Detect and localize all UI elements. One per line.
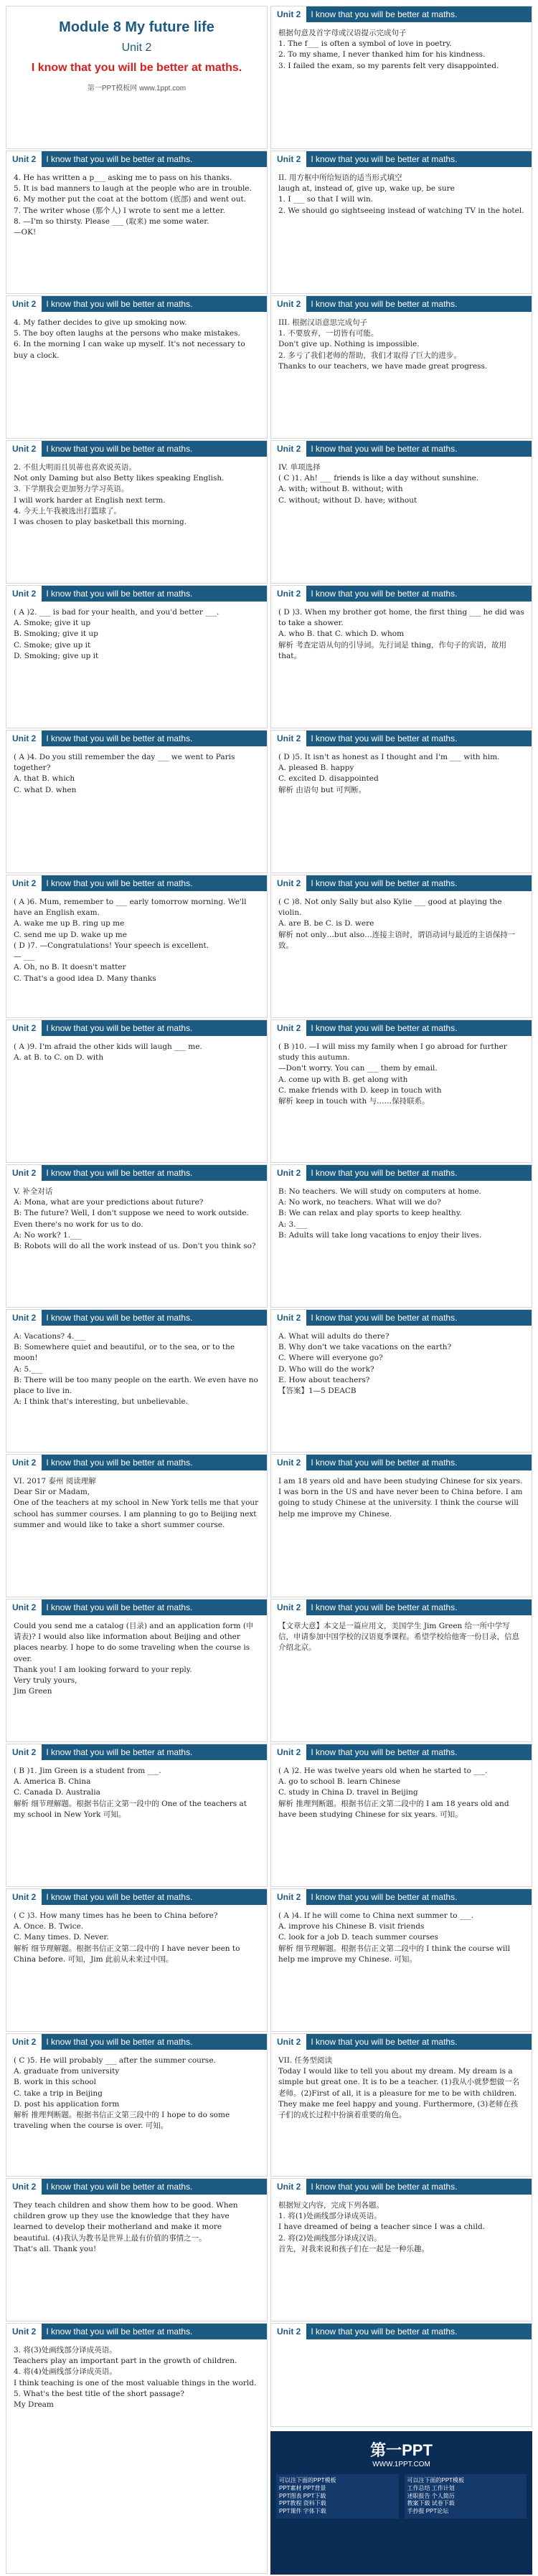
slide-21 bbox=[270, 1454, 532, 1597]
slide-header bbox=[6, 2324, 267, 2339]
header-title: I know that you will be better at maths. bbox=[311, 1747, 458, 1757]
slide-body: ( A )6. Mum, remember to ___ early tomorrow morning. We'll have an English exam. A. wake me up B. ring up me C. send me up D. wake up me ( D )7. —Congratulations! Your speech is excellent. — ___ A. Oh, no B. It doesn't matter C. That's a good idea D. Many thanks bbox=[14, 898, 247, 983]
brand-logo: 第一PPT bbox=[370, 2441, 433, 2459]
unit-badge: Unit 2 bbox=[6, 151, 42, 167]
slide-12 bbox=[6, 875, 268, 1018]
slide-body: ( A )4. Do you still remember the day ___ we went to Paris together? A. that B. which C. what D. when bbox=[14, 753, 235, 794]
slide-body: 2. 不但大明而且贝蒂也喜欢说英语。 Not only Daming but also Betty likes speaking English. 3. 下学期我会更加努力学习英语。 I will work harder at English next term. 4. 今天上午我被选出打篮球了。 I was chosen to play basketball this morning. bbox=[14, 463, 225, 527]
slide-header bbox=[271, 1310, 532, 1326]
header-title: I know that you will be better at maths. bbox=[46, 2037, 193, 2047]
header-title: I know that you will be better at maths. bbox=[311, 1458, 458, 1468]
header-title: I know that you will be better at maths. bbox=[311, 444, 458, 454]
unit-badge: Unit 2 bbox=[6, 875, 42, 891]
unit-badge: Unit 2 bbox=[6, 296, 42, 312]
header-title: I know that you will be better at maths. bbox=[311, 589, 458, 599]
unit-badge: Unit 2 bbox=[271, 2324, 306, 2339]
slide-15 bbox=[270, 1020, 532, 1163]
slide-header bbox=[271, 2324, 532, 2339]
slide-body: ( D )5. It isn't as honest as I thought and I'm ___ with him. A. pleased B. happy C. excited D. disappointed 解析 由语句 but 可判断。 bbox=[278, 753, 500, 794]
unit-badge: Unit 2 bbox=[6, 1889, 42, 1905]
slide-header bbox=[271, 441, 532, 457]
slide-6 bbox=[6, 440, 268, 584]
slide-22 bbox=[6, 1599, 268, 1742]
slide-header bbox=[271, 1020, 532, 1036]
slide-16 bbox=[6, 1164, 268, 1308]
unit-badge: Unit 2 bbox=[6, 1455, 42, 1470]
slide-33 bbox=[270, 2323, 532, 2427]
unit-badge: Unit 2 bbox=[6, 731, 42, 746]
slide-body: B: No teachers. We will study on computers at home. A: No work, no teachers. What will we do? B: We can relax and play sports to keep healthy. A: 3.___ B: Adults will take long vacations to enjoy their lives. bbox=[278, 1187, 482, 1240]
slide-header bbox=[6, 1889, 267, 1905]
slide-cover bbox=[6, 6, 268, 149]
slide-header bbox=[271, 2179, 532, 2195]
slide-10 bbox=[6, 730, 268, 873]
unit-badge: Unit 2 bbox=[271, 1889, 306, 1905]
unit-badge: Unit 2 bbox=[271, 6, 306, 22]
slide-body: VII. 任务型阅读 Today I would like to tell you about my dream. My dream is a simple but great one. It is to be a teacher. (1)我从小就梦想做一名老师。(2)First of all, it is a pleasure for me to be with children. They make me feel happy and young. Furthermore, (3)老师在孩子们的成长过程中扮演着重要的角色。 bbox=[278, 2056, 520, 2120]
slide-5 bbox=[270, 295, 532, 439]
unit-badge: Unit 2 bbox=[271, 586, 306, 602]
slide-9 bbox=[270, 585, 532, 728]
slide-body: II. 用方框中所给短语的适当形式填空 laugh at, instead of, give up, wake up, be sure 1. I ___ so that I will win. 2. We should go sightseeing instead of watching TV in the hotel. bbox=[278, 174, 524, 215]
slide-header bbox=[6, 1020, 267, 1036]
slide-header bbox=[271, 1455, 532, 1470]
header-title: I know that you will be better at maths. bbox=[46, 1023, 193, 1033]
unit-badge: Unit 2 bbox=[6, 586, 42, 602]
slide-body: ( C )3. How many times has he been to China before? A. Once. B. Twice. C. Many times. D. Never. 解析 细节理解题。根据书信正文第二段中的 I have never been to China before. 可知，Jim 此前从未来过中国。 bbox=[14, 1911, 240, 1964]
slide-body bbox=[271, 2339, 532, 2351]
header-title: I know that you will be better at maths. bbox=[46, 1168, 193, 1178]
slide-body: ( B )10. —I will miss my family when I go abroad for further study this autumn. —Don't worry. You can ___ them by email. A. come up with B. get along with C. make friends with D. keep in touch with 解析 keep in touch with 与……保持联系。 bbox=[278, 1042, 507, 1106]
slide-body: They teach children and show them how to be good. When children grow up they use the knowledge that they have learned to develop their motherland and make it more beautiful. (4)我认为教书是世界上最有价值的事情之一。 That's all. Thank you! bbox=[14, 2201, 238, 2253]
slide-header bbox=[6, 875, 267, 891]
header-title: I know that you will be better at maths. bbox=[311, 733, 458, 743]
slide-29 bbox=[270, 2033, 532, 2177]
slide-14 bbox=[6, 1020, 268, 1163]
header-title: I know that you will be better at maths. bbox=[311, 1313, 458, 1323]
unit-badge: Unit 2 bbox=[271, 1165, 306, 1181]
header-title: I know that you will be better at maths. bbox=[311, 154, 458, 164]
unit-badge: Unit 2 bbox=[6, 1310, 42, 1326]
brand-links-right[interactable]: 可以注下面的PPT模板 工作总结 工作计划 述职报告 个人简历 教案下载 试卷下载 手抄报 PPT论坛 bbox=[405, 2474, 527, 2519]
unit-badge: Unit 2 bbox=[6, 2034, 42, 2050]
slide-20 bbox=[6, 1454, 268, 1597]
slide-body: 4. He has written a p___ asking me to pass on his thanks. 5. It is bad manners to laugh at the people who are in trouble. 6. My mother put the coat at the bottom (底部) and went out. 7. The writer whose (那个人) I wrote to sent me a letter. 8. —I'm so thirsty. Please ___ (取来) me some water. —OK! bbox=[14, 174, 252, 237]
unit-badge: Unit 2 bbox=[271, 1020, 306, 1036]
slide-1 bbox=[270, 6, 532, 149]
header-title: I know that you will be better at maths. bbox=[311, 2327, 458, 2337]
header-title: I know that you will be better at maths. bbox=[311, 1023, 458, 1033]
header-title: I know that you will be better at maths. bbox=[46, 878, 193, 888]
unit-title: Unit 2 bbox=[121, 42, 152, 54]
slide-7 bbox=[270, 440, 532, 584]
slide-18 bbox=[6, 1309, 268, 1453]
slide-32 bbox=[6, 2323, 268, 2574]
slide-8 bbox=[6, 585, 268, 728]
slide-body: ( B )1. Jim Green is a student from ___. A. America B. China C. Canada D. Australia 解析 细节理解题。根据书信正文第一段中的 One of the teachers at my school in New York 可知。 bbox=[14, 1767, 247, 1819]
slide-body: VI. 2017 泰州 阅读理解 Dear Sir or Madam, One of the teachers at my school in New York tells me that your school has summer courses. I am planning to go to Beijing next summer and would like to take a short summer course. bbox=[14, 1477, 259, 1529]
slide-30 bbox=[6, 2178, 268, 2321]
header-title: I know that you will be better at maths. bbox=[311, 9, 458, 19]
header-title: I know that you will be better at maths. bbox=[46, 299, 193, 309]
slide-body: 根据句意及首字母或汉语提示完成句子 1. The f___ is often a symbol of love in poetry. 2. To my shame, I never thanked him for his kindness. 3. I failed the exam, so my parents felt very disappointed. bbox=[278, 29, 499, 70]
slide-header bbox=[6, 2179, 267, 2195]
slide-header bbox=[271, 586, 532, 602]
slide-header bbox=[271, 1744, 532, 1760]
slide-23 bbox=[270, 1599, 532, 1742]
slide-body: 4. My father decides to give up smoking now. 5. The boy often laughs at the persons who make mistakes. 6. In the morning I can wake up myself. It's not necessary to buy a clock. bbox=[14, 318, 245, 360]
slide-body: 3. 将(3)处画线部分译成英语。 Teachers play an important part in the growth of children. 4. 将(4)处画线部分译成英语。 I think teaching is one of the most valuable things in the world. 5. What's the best title of the short passage? My Dream bbox=[14, 2346, 257, 2410]
slide-header bbox=[6, 1310, 267, 1326]
slide-body: Could you send me a catalog (目录) and an application form (申请表)? I would also like information about Beijing and other places nearby. I hope to do some traveling when the course is over. Thank you! I am looking forward to your reply. Very truly yours, Jim Green bbox=[14, 1622, 254, 1696]
slide-body: ( C )5. He will probably ___ after the summer course. A. graduate from university B. work in this school C. take a trip in Beijing D. post his application form 解析 推理判断题。根据书信正文第三段中的 I hope to do some traveling when the course is over. 可知。 bbox=[14, 2056, 230, 2131]
header-title: I know that you will be better at maths. bbox=[311, 1892, 458, 1902]
unit-badge: Unit 2 bbox=[271, 296, 306, 312]
header-title: I know that you will be better at maths. bbox=[46, 733, 193, 743]
slide-25 bbox=[270, 1744, 532, 1887]
module-title: Module 8 My future life bbox=[59, 19, 214, 35]
slide-header bbox=[271, 6, 532, 22]
slide-24 bbox=[6, 1744, 268, 1887]
slide-body: V. 补全对话 A: Mona, what are your predictions about future? B: The future? Well, I don't suppose we need to work outside. Even there's no work for us to do. A: No work? 1.___ B: Robots will do all the work instead of us. Don't you think so? bbox=[14, 1187, 256, 1251]
slide-header bbox=[271, 1165, 532, 1181]
unit-badge: Unit 2 bbox=[271, 1744, 306, 1760]
header-title: I know that you will be better at maths. bbox=[46, 1458, 193, 1468]
slide-header bbox=[271, 151, 532, 167]
header-title: I know that you will be better at maths. bbox=[46, 2182, 193, 2192]
slide-27 bbox=[270, 1888, 532, 2032]
slide-31 bbox=[270, 2178, 532, 2321]
slide-body: ( D )3. When my brother got home, the first thing ___ he did was to take a shower. A. who B. that C. which D. whom 解析 考查定语从句的引导词。先行词是 thing，作句子的宾语，故用 that。 bbox=[278, 608, 524, 660]
slide-body: A: Vacations? 4.___ B: Somewhere quiet and beautiful, or to the sea, or to the moon! A: 5.___ B: There will be too many people on the earth. We even have no place to live in. A: I think that's interesting, but unbelievable. bbox=[14, 1332, 258, 1407]
header-title: I know that you will be better at maths. bbox=[46, 589, 193, 599]
unit-badge: Unit 2 bbox=[271, 731, 306, 746]
unit-badge: Unit 2 bbox=[271, 1455, 306, 1470]
header-title: I know that you will be better at maths. bbox=[311, 1602, 458, 1612]
slide-body: I am 18 years old and have been studying Chinese for six years. I was born in the US and have never been to China before. I am going to study Chinese at the university. I think the course will help me improve my Chinese. bbox=[278, 1477, 523, 1518]
slide-body: ( A )4. If he will come to China next summer to ___. A. improve his Chinese B. visit friends C. look for a job D. teach summer courses 解析 细节理解题。根据书信正文第二段中的 I think the course will help me improve my Chinese. 可知。 bbox=[278, 1911, 510, 1964]
slide-body: 【文章大意】本文是一篇应用文，美国学生 Jim Green 给一所中学写信，申请参加中国学校的汉语夏季课程。希望学校给他寄一份目录，信息介绍北京。 bbox=[278, 1622, 519, 1653]
slide-header bbox=[271, 2034, 532, 2050]
header-title: I know that you will be better at maths. bbox=[46, 1747, 193, 1757]
slide-header bbox=[271, 875, 532, 891]
slide-header bbox=[271, 296, 532, 312]
unit-badge: Unit 2 bbox=[271, 1600, 306, 1615]
slide-body: ( A )9. I'm afraid the other kids will laugh ___ me. A. at B. to C. on D. with bbox=[14, 1042, 202, 1063]
slide-header bbox=[6, 1455, 267, 1470]
header-title: I know that you will be better at maths. bbox=[311, 1168, 458, 1178]
slide-body: ( A )2. He was twelve years old when he started to ___. A. go to school B. learn Chinese C. study in China D. travel in Beijing 解析 推理判断题。根据书信正文第二段中的 I am 18 years old and have been studying Chinese for six years. 可知。 bbox=[278, 1767, 509, 1819]
header-title: I know that you will be better at maths. bbox=[46, 444, 193, 454]
slide-3 bbox=[270, 151, 532, 294]
slide-19 bbox=[270, 1309, 532, 1453]
slide-header bbox=[6, 2034, 267, 2050]
slide-body: ( A )2. ___ is bad for your health, and you'd better ___. A. Smoke; give it up B. Smoking; give it up C. Smoke; give up it D. Smoking; give up it bbox=[14, 608, 220, 660]
slide-header bbox=[6, 151, 267, 167]
header-title: I know that you will be better at maths. bbox=[46, 1313, 193, 1323]
site-credit: 第一PPT模板网 www.1ppt.com bbox=[87, 85, 187, 92]
slide-body: III. 根据汉语意思完成句子 1. 不要放弃，一切皆有可能。 Don't give up. Nothing is impossible. 2. 多亏了我们老师的帮助，我们才取得了巨大的进步。 Thanks to our teachers, we have made great progress. bbox=[278, 318, 488, 371]
slide-header bbox=[6, 731, 267, 746]
unit-badge: Unit 2 bbox=[271, 2034, 306, 2050]
unit-badge: Unit 2 bbox=[6, 1744, 42, 1760]
unit-badge: Unit 2 bbox=[271, 875, 306, 891]
unit-badge: Unit 2 bbox=[6, 1020, 42, 1036]
header-title: I know that you will be better at maths. bbox=[46, 154, 193, 164]
slide-11 bbox=[270, 730, 532, 873]
header-title: I know that you will be better at maths. bbox=[46, 2327, 193, 2337]
lesson-title: I know that you will be better at maths. bbox=[31, 62, 242, 74]
slide-header bbox=[6, 441, 267, 457]
slide-4 bbox=[6, 295, 268, 439]
brand-site[interactable]: WWW.1PPT.COM bbox=[372, 2461, 430, 2468]
unit-badge: Unit 2 bbox=[6, 1165, 42, 1181]
slide-header bbox=[271, 731, 532, 746]
header-title: I know that you will be better at maths. bbox=[46, 1892, 193, 1902]
slide-body: ( C )8. Not only Sally but also Kylie ___ good at playing the violin. A. are B. be C. is D. were 解析 not only…but also…连接主语时，谓语动词与最近的主语保持一致。 bbox=[278, 898, 516, 950]
slide-body: 根据短文内容，完成下列各题。 1. 将(1)处画线部分译成英语。 I have dreamed of being a teacher since I was a child. 2. 将(2)处画线部分译成汉语。 首先，对我来说和孩子们在一起是一种乐趣。 bbox=[278, 2201, 486, 2253]
brand-slide bbox=[270, 2431, 532, 2575]
unit-badge: Unit 2 bbox=[6, 2324, 42, 2339]
slide-header bbox=[271, 1600, 532, 1615]
slide-2 bbox=[6, 151, 268, 294]
slide-13 bbox=[270, 875, 532, 1018]
unit-badge: Unit 2 bbox=[271, 1310, 306, 1326]
unit-badge: Unit 2 bbox=[6, 2179, 42, 2195]
unit-badge: Unit 2 bbox=[271, 151, 306, 167]
header-title: I know that you will be better at maths. bbox=[311, 878, 458, 888]
slide-body: IV. 单项选择 ( C )1. Ah! ___ friends is like a day without sunshine. A. with; without B. without; with C. without; without D. have; without bbox=[278, 463, 479, 505]
brand-links-left[interactable]: 可以注下面的PPT模板 PPT素材 PPT背景 PPT图表 PPT下载 PPT教程 资料下载 PPT课件 字体下载 bbox=[276, 2474, 399, 2519]
slide-header bbox=[6, 1165, 267, 1181]
slide-28 bbox=[6, 2033, 268, 2177]
unit-badge: Unit 2 bbox=[6, 441, 42, 457]
header-title: I know that you will be better at maths. bbox=[311, 2182, 458, 2192]
slide-26 bbox=[6, 1888, 268, 2032]
unit-badge: Unit 2 bbox=[271, 2179, 306, 2195]
slide-header bbox=[6, 586, 267, 602]
header-title: I know that you will be better at maths. bbox=[46, 1602, 193, 1612]
slide-header bbox=[6, 1744, 267, 1760]
header-title: I know that you will be better at maths. bbox=[311, 299, 458, 309]
slide-header bbox=[271, 1889, 532, 1905]
slide-17 bbox=[270, 1164, 532, 1308]
slide-header bbox=[6, 1600, 267, 1615]
slide-header bbox=[6, 296, 267, 312]
unit-badge: Unit 2 bbox=[271, 441, 306, 457]
slide-body: A. What will adults do there? B. Why don't we take vacations on the earth? C. Where will everyone go? D. Who will do the work? E. How about teachers? 【答案】1—5 DEACB bbox=[278, 1332, 452, 1396]
header-title: I know that you will be better at maths. bbox=[311, 2037, 458, 2047]
unit-badge: Unit 2 bbox=[6, 1600, 42, 1615]
